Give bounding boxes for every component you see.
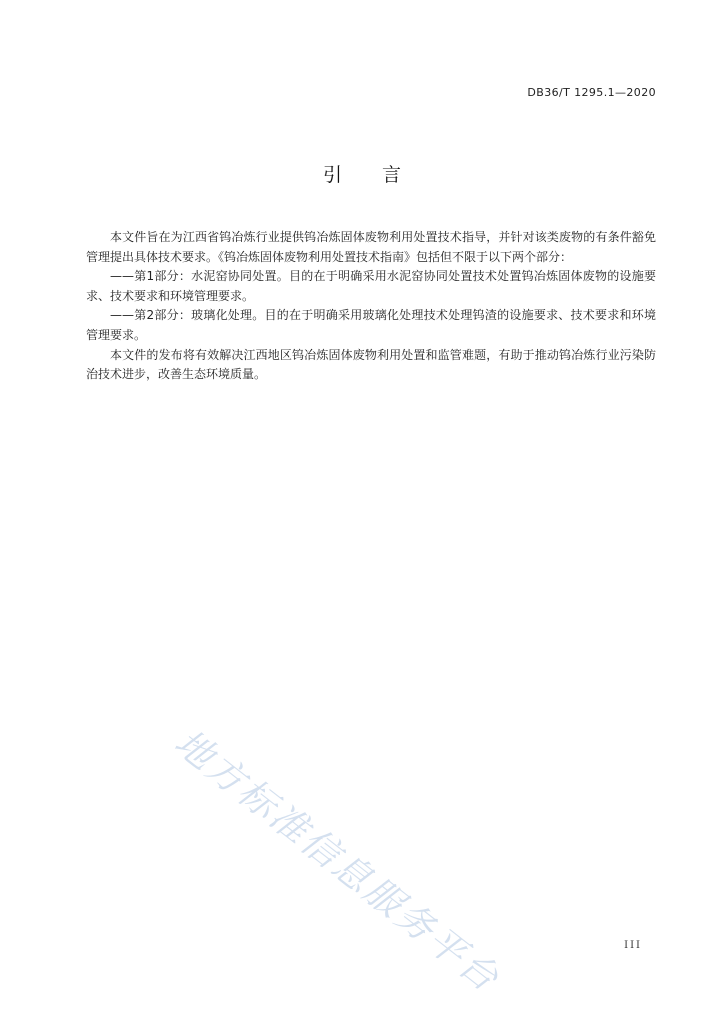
document-number: DB36/T 1295.1—2020 <box>527 86 656 99</box>
watermark: 地方标准信息服务平台 <box>166 720 509 1001</box>
document-body <box>86 228 656 385</box>
body-paragraph: 本文件的发布将有效解决江西地区钨冶炼固体废物利用处置和监管难题，有助于推动钨冶炼行业污染防治技术进步，改善生态环境质量。 <box>86 347 656 382</box>
body-paragraph: ——第2部分：玻璃化处理。目的在于明确采用玻璃化处理技术处理钨渣的设施要求、技术要求和环境管理要求。 <box>86 308 656 342</box>
body-paragraph: ——第1部分：水泥窑协同处置。目的在于明确采用水泥窑协同处置技术处置钨冶炼固体废物的设施要求、技术要求和环境管理要求。 <box>86 269 656 303</box>
page-title: 引言 <box>322 164 441 186</box>
page-number: III <box>624 940 642 951</box>
body-paragraph: 本文件旨在为江西省钨冶炼行业提供钨冶炼固体废物利用处置技术指导，并针对该类废物的有条件豁免管理提出具体技术要求。《钨冶炼固体废物利用处置技术指南》包括但不限于以下两个部分： <box>86 230 656 264</box>
